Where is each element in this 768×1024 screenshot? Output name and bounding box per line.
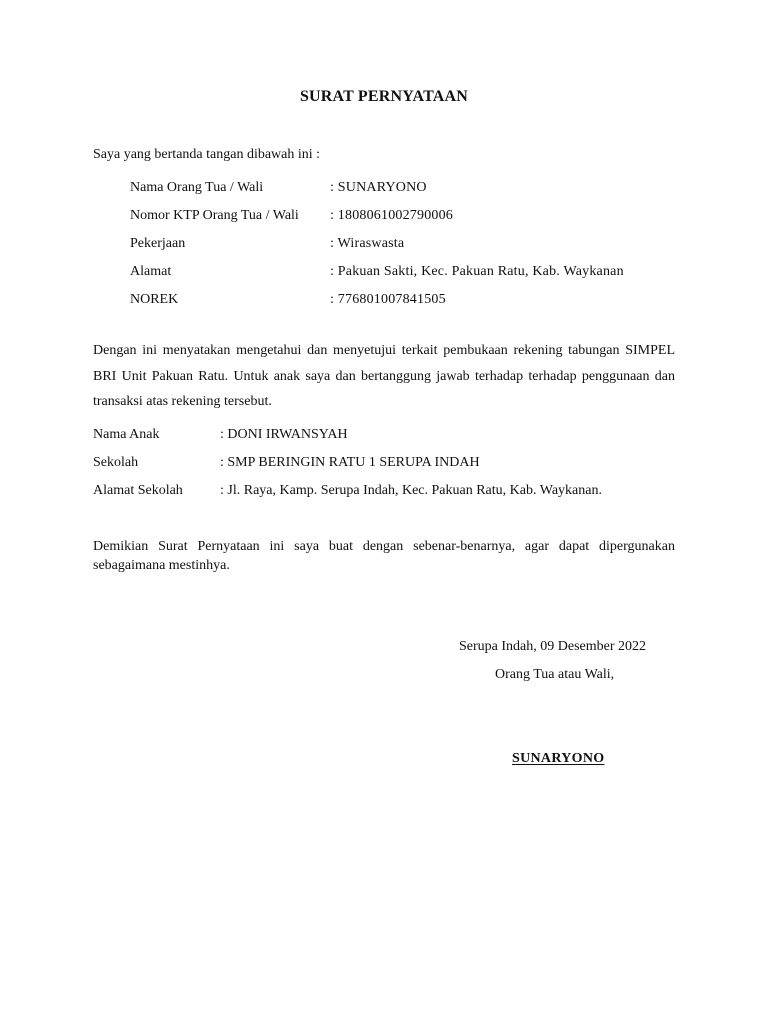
statement-paragraph: Dengan ini menyatakan mengetahui dan menyetujui terkait pembukaan rekening tabungan SIMPEL BRI Unit Pakuan Ratu. Untuk anak saya dan bertanggung jawab terhadap terhadap penggunaan dan transaksi atas rekening tersebut.	[93, 343, 675, 409]
field-label: NOREK	[130, 292, 179, 307]
field-value: : Wiraswasta	[330, 236, 405, 251]
child-row-school	[93, 449, 602, 477]
closing-paragraph: Demikian Surat Pernyataan ini saya buat dengan sebenar-benarnya, agar dapat dipergunakan sebagaimana mestinhya.	[93, 539, 675, 573]
field-value: : Pakuan Sakti, Kec. Pakuan Ratu, Kab. Waykanan	[330, 264, 624, 279]
field-value: : SUNARYONO	[330, 180, 427, 195]
document-title: SURAT PERNYATAAN	[299, 88, 469, 105]
child-row-school-address	[93, 477, 602, 505]
field-label: Nama Orang Tua / Wali	[130, 180, 264, 195]
child-row-name	[93, 421, 602, 449]
parent-info-table	[130, 174, 624, 314]
signer-role: Orang Tua atau Wali,	[495, 667, 615, 682]
field-value: : 776801007841505	[330, 292, 446, 307]
parent-row-name	[130, 174, 624, 202]
signer-name: SUNARYONO	[512, 751, 605, 766]
field-value: : SMP BERINGIN RATU 1 SERUPA INDAH	[220, 455, 480, 470]
field-label: Pekerjaan	[130, 236, 186, 251]
field-label: Alamat Sekolah	[93, 483, 183, 498]
field-label: Alamat	[130, 264, 172, 279]
place-date: Serupa Indah, 09 Desember 2022	[459, 639, 647, 654]
field-label: Sekolah	[93, 455, 139, 470]
intro-text: Saya yang bertanda tangan dibawah ini :	[93, 147, 321, 162]
parent-row-address	[130, 258, 624, 286]
field-value: : DONI IRWANSYAH	[220, 427, 348, 442]
parent-row-ktp	[130, 202, 624, 230]
field-label: Nama Anak	[93, 427, 160, 442]
parent-row-account	[130, 286, 624, 314]
field-value: : 1808061002790006	[330, 208, 453, 223]
field-label: Nomor KTP Orang Tua / Wali	[130, 208, 299, 223]
field-value: : Jl. Raya, Kamp. Serupa Indah, Kec. Pakuan Ratu, Kab. Waykanan.	[220, 483, 602, 498]
parent-row-job	[130, 230, 624, 258]
child-info-table	[93, 421, 602, 505]
